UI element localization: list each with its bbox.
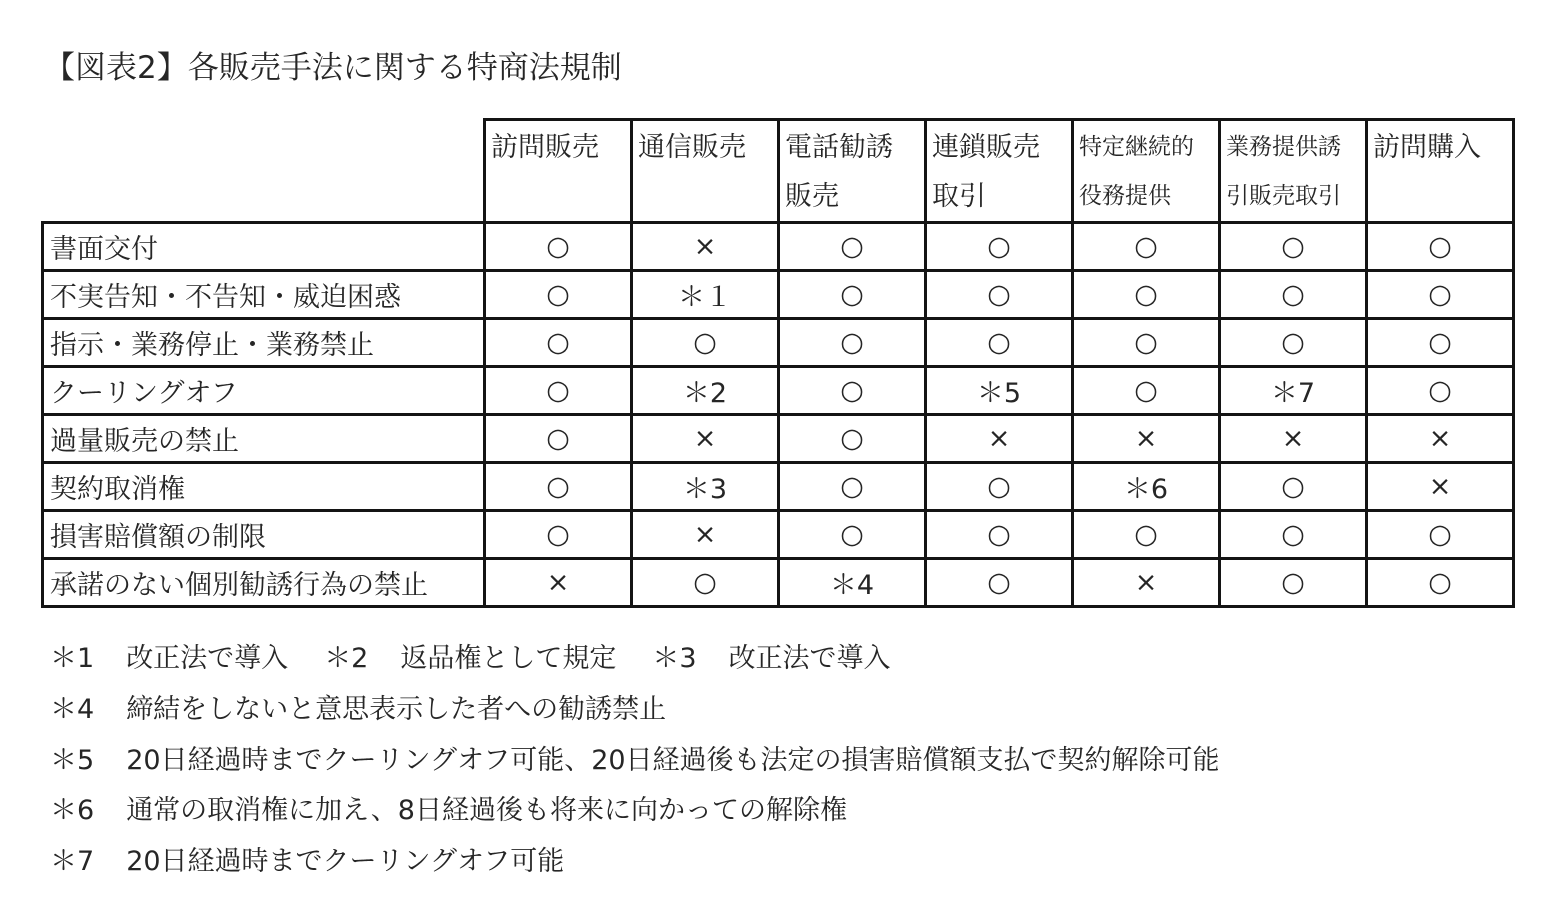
footnote-mark: ＊2 bbox=[324, 643, 369, 674]
table-cell: ○ bbox=[1073, 271, 1220, 319]
table-cell: ○ bbox=[485, 223, 632, 271]
table-cell: × bbox=[1220, 415, 1367, 463]
corner-cell bbox=[43, 120, 485, 223]
figure-title: 【図表2】各販売手法に関する特商法規制 bbox=[44, 50, 622, 86]
footnote-text: 返品権として規定 bbox=[400, 643, 617, 674]
footnote-mark: ＊7 bbox=[50, 846, 95, 878]
table-row bbox=[43, 319, 1514, 367]
table-cell: × bbox=[1367, 415, 1514, 463]
table-row bbox=[43, 559, 1514, 607]
table-cell: ○ bbox=[632, 559, 779, 607]
table-cell: × bbox=[632, 223, 779, 271]
table-cell: ＊5 bbox=[926, 367, 1073, 415]
footnote-mark: ＊4 bbox=[50, 693, 95, 725]
table-cell: ○ bbox=[779, 415, 926, 463]
table-cell: ○ bbox=[779, 271, 926, 319]
table-cell: × bbox=[632, 415, 779, 463]
table-cell: ＊１ bbox=[632, 271, 779, 319]
footnote-text: 改正法で導入 bbox=[126, 643, 289, 674]
column-header: 訪問購入 bbox=[1367, 120, 1514, 223]
table-cell: ○ bbox=[1367, 223, 1514, 271]
table-cell: ○ bbox=[926, 271, 1073, 319]
table-cell: ○ bbox=[1367, 367, 1514, 415]
footnotes bbox=[50, 634, 1220, 888]
table-cell: ○ bbox=[1367, 271, 1514, 319]
table-cell: ○ bbox=[926, 319, 1073, 367]
row-label: 契約取消権 bbox=[43, 463, 485, 511]
footnote-text: 締結をしないと意思表示した者への勧誘禁止 bbox=[126, 693, 667, 725]
table-cell: ○ bbox=[485, 367, 632, 415]
table-cell: ○ bbox=[485, 319, 632, 367]
footnote-line bbox=[50, 786, 1220, 837]
table-cell: ＊2 bbox=[632, 367, 779, 415]
column-header: 特定継続的 役務提供 bbox=[1073, 120, 1220, 223]
table-cell: ○ bbox=[1220, 559, 1367, 607]
footnote-mark: ＊3 bbox=[652, 643, 697, 674]
table-row bbox=[43, 223, 1514, 271]
row-label: 承諾のない個別勧誘行為の禁止 bbox=[43, 559, 485, 607]
footnote-line bbox=[50, 837, 1220, 888]
table-cell: ○ bbox=[926, 463, 1073, 511]
table-cell: × bbox=[632, 511, 779, 559]
table-cell: × bbox=[1073, 559, 1220, 607]
table-cell: ＊3 bbox=[632, 463, 779, 511]
column-header: 通信販売 bbox=[632, 120, 779, 223]
table-row bbox=[43, 463, 1514, 511]
table-cell: ○ bbox=[926, 559, 1073, 607]
table-cell: ○ bbox=[1073, 319, 1220, 367]
table-row bbox=[43, 415, 1514, 463]
table-cell: ○ bbox=[632, 319, 779, 367]
table-cell: ○ bbox=[926, 511, 1073, 559]
column-header: 電話勧誘 販売 bbox=[779, 120, 926, 223]
table-cell: ○ bbox=[1367, 511, 1514, 559]
header-row bbox=[43, 120, 1514, 223]
table-cell: × bbox=[485, 559, 632, 607]
row-label: 過量販売の禁止 bbox=[43, 415, 485, 463]
table-cell: ○ bbox=[1073, 511, 1220, 559]
footnote-text: 20日経過時までクーリングオフ可能、20日経過後も法定の損害賠償額支払で契約解除可能 bbox=[126, 744, 1220, 776]
row-label: 損害賠償額の制限 bbox=[43, 511, 485, 559]
footnote-mark: ＊5 bbox=[50, 744, 95, 776]
table-cell: ○ bbox=[779, 367, 926, 415]
table-cell: ○ bbox=[779, 223, 926, 271]
table-cell: ○ bbox=[1367, 319, 1514, 367]
table-cell: ○ bbox=[485, 463, 632, 511]
table-cell: × bbox=[1367, 463, 1514, 511]
table-cell: ○ bbox=[485, 271, 632, 319]
footnote-mark: ＊6 bbox=[50, 795, 95, 827]
table-cell: ○ bbox=[779, 463, 926, 511]
table-cell: ○ bbox=[1220, 223, 1367, 271]
footnote-text: 通常の取消権に加え、8日経過後も将来に向かっての解除権 bbox=[126, 795, 847, 827]
row-label: 書面交付 bbox=[43, 223, 485, 271]
row-label: 指示・業務停止・業務禁止 bbox=[43, 319, 485, 367]
table-cell: ○ bbox=[1220, 319, 1367, 367]
table-cell: ○ bbox=[1367, 559, 1514, 607]
table-cell: ○ bbox=[1073, 223, 1220, 271]
footnote-mark: ＊1 bbox=[50, 643, 95, 674]
table-cell: ○ bbox=[485, 415, 632, 463]
footnote-line bbox=[50, 685, 1220, 736]
footnote-line bbox=[50, 634, 1220, 685]
column-header: 訪問販売 bbox=[485, 120, 632, 223]
row-label: クーリングオフ bbox=[43, 367, 485, 415]
row-label: 不実告知・不告知・威迫困惑 bbox=[43, 271, 485, 319]
column-header: 連鎖販売 取引 bbox=[926, 120, 1073, 223]
footnote-line bbox=[50, 736, 1220, 787]
table-cell: ＊6 bbox=[1073, 463, 1220, 511]
table-cell: ○ bbox=[485, 511, 632, 559]
table-cell: ○ bbox=[1220, 463, 1367, 511]
footnote-text: 20日経過時までクーリングオフ可能 bbox=[126, 846, 565, 878]
table-row bbox=[43, 511, 1514, 559]
table-row bbox=[43, 367, 1514, 415]
table-cell: ○ bbox=[779, 511, 926, 559]
table-cell: ＊4 bbox=[779, 559, 926, 607]
table-cell: × bbox=[1073, 415, 1220, 463]
table-cell: ○ bbox=[926, 223, 1073, 271]
table-row bbox=[43, 271, 1514, 319]
table-cell: ○ bbox=[779, 319, 926, 367]
footnote-text: 改正法で導入 bbox=[728, 643, 891, 674]
table-cell: ○ bbox=[1220, 271, 1367, 319]
column-header: 業務提供誘 引販売取引 bbox=[1220, 120, 1367, 223]
table-cell: × bbox=[926, 415, 1073, 463]
table-cell: ＊7 bbox=[1220, 367, 1367, 415]
regulation-table bbox=[41, 118, 1515, 608]
table-cell: ○ bbox=[1073, 367, 1220, 415]
table-cell: ○ bbox=[1220, 511, 1367, 559]
